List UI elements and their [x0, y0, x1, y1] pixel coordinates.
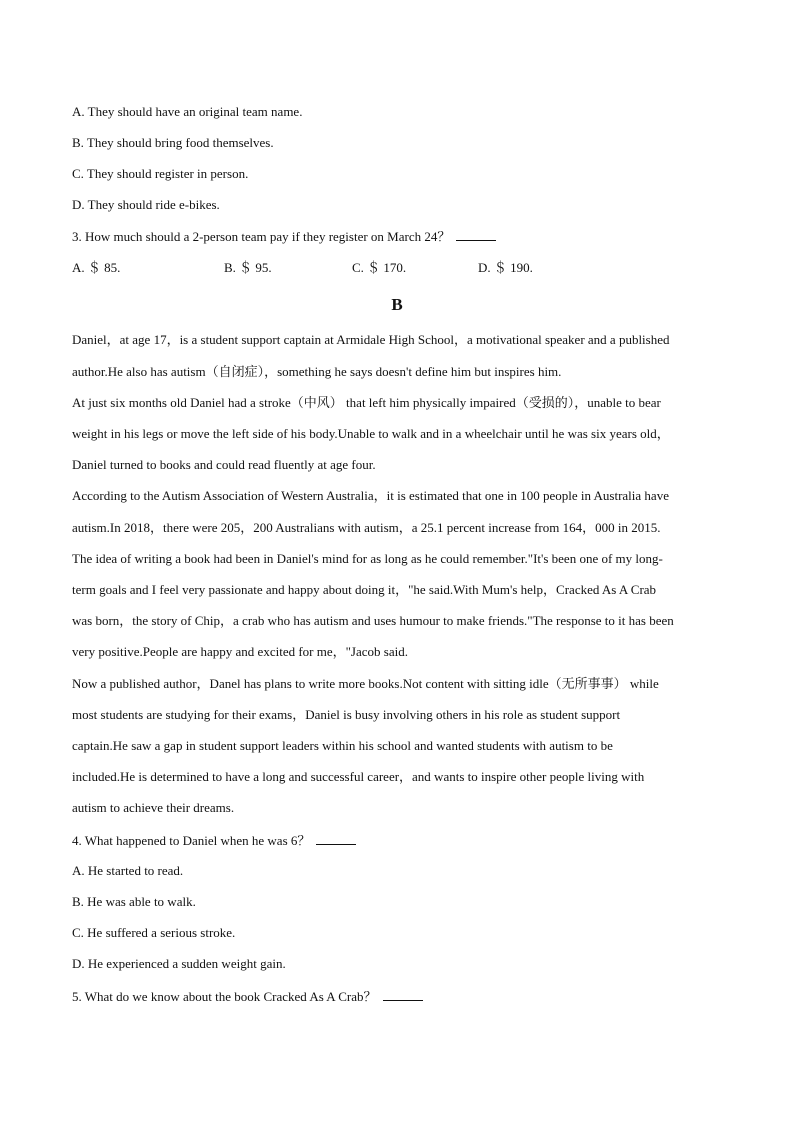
passage-line: The idea of writing a book had been in Daniel's mind for as long as he could remember."It's been one of my long- — [72, 551, 663, 566]
passage-line: Daniel turned to books and could read fluently at age four. — [72, 457, 376, 472]
passage-line: very positive.People are happy and excited for me，"Jacob said. — [72, 644, 408, 659]
q2-option-a: A. They should have an original team name. — [72, 104, 303, 119]
q4-question — [72, 832, 356, 849]
q2-option-c: C. They should register in person. — [72, 166, 249, 181]
passage-line: autism to achieve their dreams. — [72, 800, 235, 815]
passage-line: term goals and I feel very passionate and happy about doing it，"he said.With Mum's help，Cracked As A Crab — [72, 582, 657, 597]
q4-answer-blank[interactable] — [316, 832, 356, 845]
q4-option-b: B. He was able to walk. — [72, 894, 196, 909]
passage-line: most students are studying for their exams，Daniel is busy involving others in his role as student support — [72, 707, 621, 722]
q5-answer-blank[interactable] — [383, 988, 423, 1001]
q5-question — [72, 988, 423, 1005]
passage-line: According to the Autism Association of Western Australia，it is estimated that one in 100 people in Australia have — [72, 488, 669, 503]
q2-option-d: D. They should ride e-bikes. — [72, 197, 220, 212]
q4-option-c: C. He suffered a serious stroke. — [72, 925, 236, 940]
q3-option-b: B. ＄ 95. — [224, 260, 272, 275]
q3-option-a: A. ＄ 85. — [72, 260, 121, 275]
passage-line: Now a published author，Danel has plans to write more books.Not content with sitting idle（无所事事） while — [72, 676, 659, 691]
passage-line: autism.In 2018，there were 205，200 Australians with autism，a 25.1 percent increase from 164，000 in 2015. — [72, 520, 661, 535]
passage-line: captain.He saw a gap in student support leaders within his school and wanted students with autism to be — [72, 738, 613, 753]
passage-line: Daniel，at age 17，is a student support captain at Armidale High School，a motivational speaker and a published — [72, 332, 670, 347]
q4-option-a: A. He started to read. — [72, 863, 184, 878]
passage-line: author.He also has autism（自闭症），something he says doesn't define him but inspires him. — [72, 364, 562, 379]
q3-answer-blank[interactable] — [456, 228, 496, 241]
q5-question-text: 5. What do we know about the book Cracked As A Crab？ — [72, 989, 377, 1004]
q4-option-d: D. He experienced a sudden weight gain. — [72, 956, 286, 971]
q3-option-c: C. ＄ 170. — [352, 260, 407, 275]
passage-line: At just six months old Daniel had a stroke（中风） that left him physically impaired（受损的），unable to bear — [72, 395, 661, 410]
passage-line: included.He is determined to have a long and successful career，and wants to inspire other people living with — [72, 769, 645, 784]
passage-line: was born，the story of Chip，a crab who has autism and uses humour to make friends."The response to it has been — [72, 613, 674, 628]
q3-question — [72, 228, 496, 245]
q4-question-text: 4. What happened to Daniel when he was 6？ — [72, 833, 311, 848]
q3-question-text: 3. How much should a 2-person team pay if they register on March 24？ — [72, 229, 451, 244]
section-title: B — [391, 295, 403, 314]
passage-line: weight in his legs or move the left side of his body.Unable to walk and in a wheelchair until he was six years old， — [72, 426, 670, 441]
q2-option-b: B. They should bring food themselves. — [72, 135, 274, 150]
q3-option-d: D. ＄ 190. — [478, 260, 533, 275]
